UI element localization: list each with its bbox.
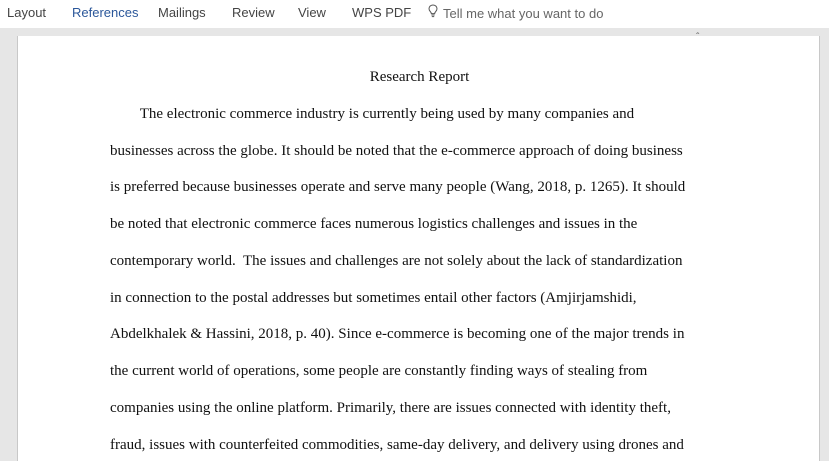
paragraph-line: Abdelkhalek & Hassini, 2018, p. 40). Since e-commerce is becoming one of the major trends in <box>110 326 685 342</box>
tell-me-placeholder: Tell me what you want to do <box>443 6 604 21</box>
tell-me-search[interactable] <box>428 0 603 28</box>
paragraph-line: businesses across the globe. It should be noted that the e-commerce approach of doing business <box>110 143 683 159</box>
ribbon-tab-bar <box>0 0 829 28</box>
tab-view[interactable]: View <box>298 5 326 20</box>
document-title: Research Report <box>369 69 470 85</box>
tab-review[interactable]: Review <box>232 5 275 20</box>
paragraph-line: in connection to the postal addresses but sometimes entail other factors (Amjirjamshidi, <box>110 290 637 306</box>
paragraph-line: be noted that electronic commerce faces numerous logistics challenges and issues in the <box>110 216 638 232</box>
document-page[interactable] <box>17 32 820 461</box>
document-canvas[interactable] <box>0 28 829 461</box>
tab-references[interactable]: References <box>72 5 139 20</box>
paragraph-line: fraud, issues with counterfeited commodities, same-day delivery, and delivery using drones and <box>110 437 684 453</box>
paragraph-line: is preferred because businesses operate and serve many people (Wang, 2018, p. 1265). It should <box>110 179 686 195</box>
tab-wps-pdf[interactable]: WPS PDF <box>352 5 412 20</box>
tab-layout[interactable]: Layout <box>7 5 47 20</box>
paragraph-line: companies using the online platform. Primarily, there are issues connected with identity theft, <box>110 400 671 416</box>
paragraph-line: contemporary world. The issues and challenges are not solely about the lack of standardization <box>110 253 683 269</box>
lightbulb-icon <box>428 1 443 27</box>
paragraph-line: the current world of operations, some people are constantly finding ways of stealing from <box>110 363 648 379</box>
corner-mark: ˆ <box>696 32 700 43</box>
paragraph-line: The electronic commerce industry is currently being used by many companies and <box>110 106 635 122</box>
tab-mailings[interactable]: Mailings <box>158 5 206 20</box>
